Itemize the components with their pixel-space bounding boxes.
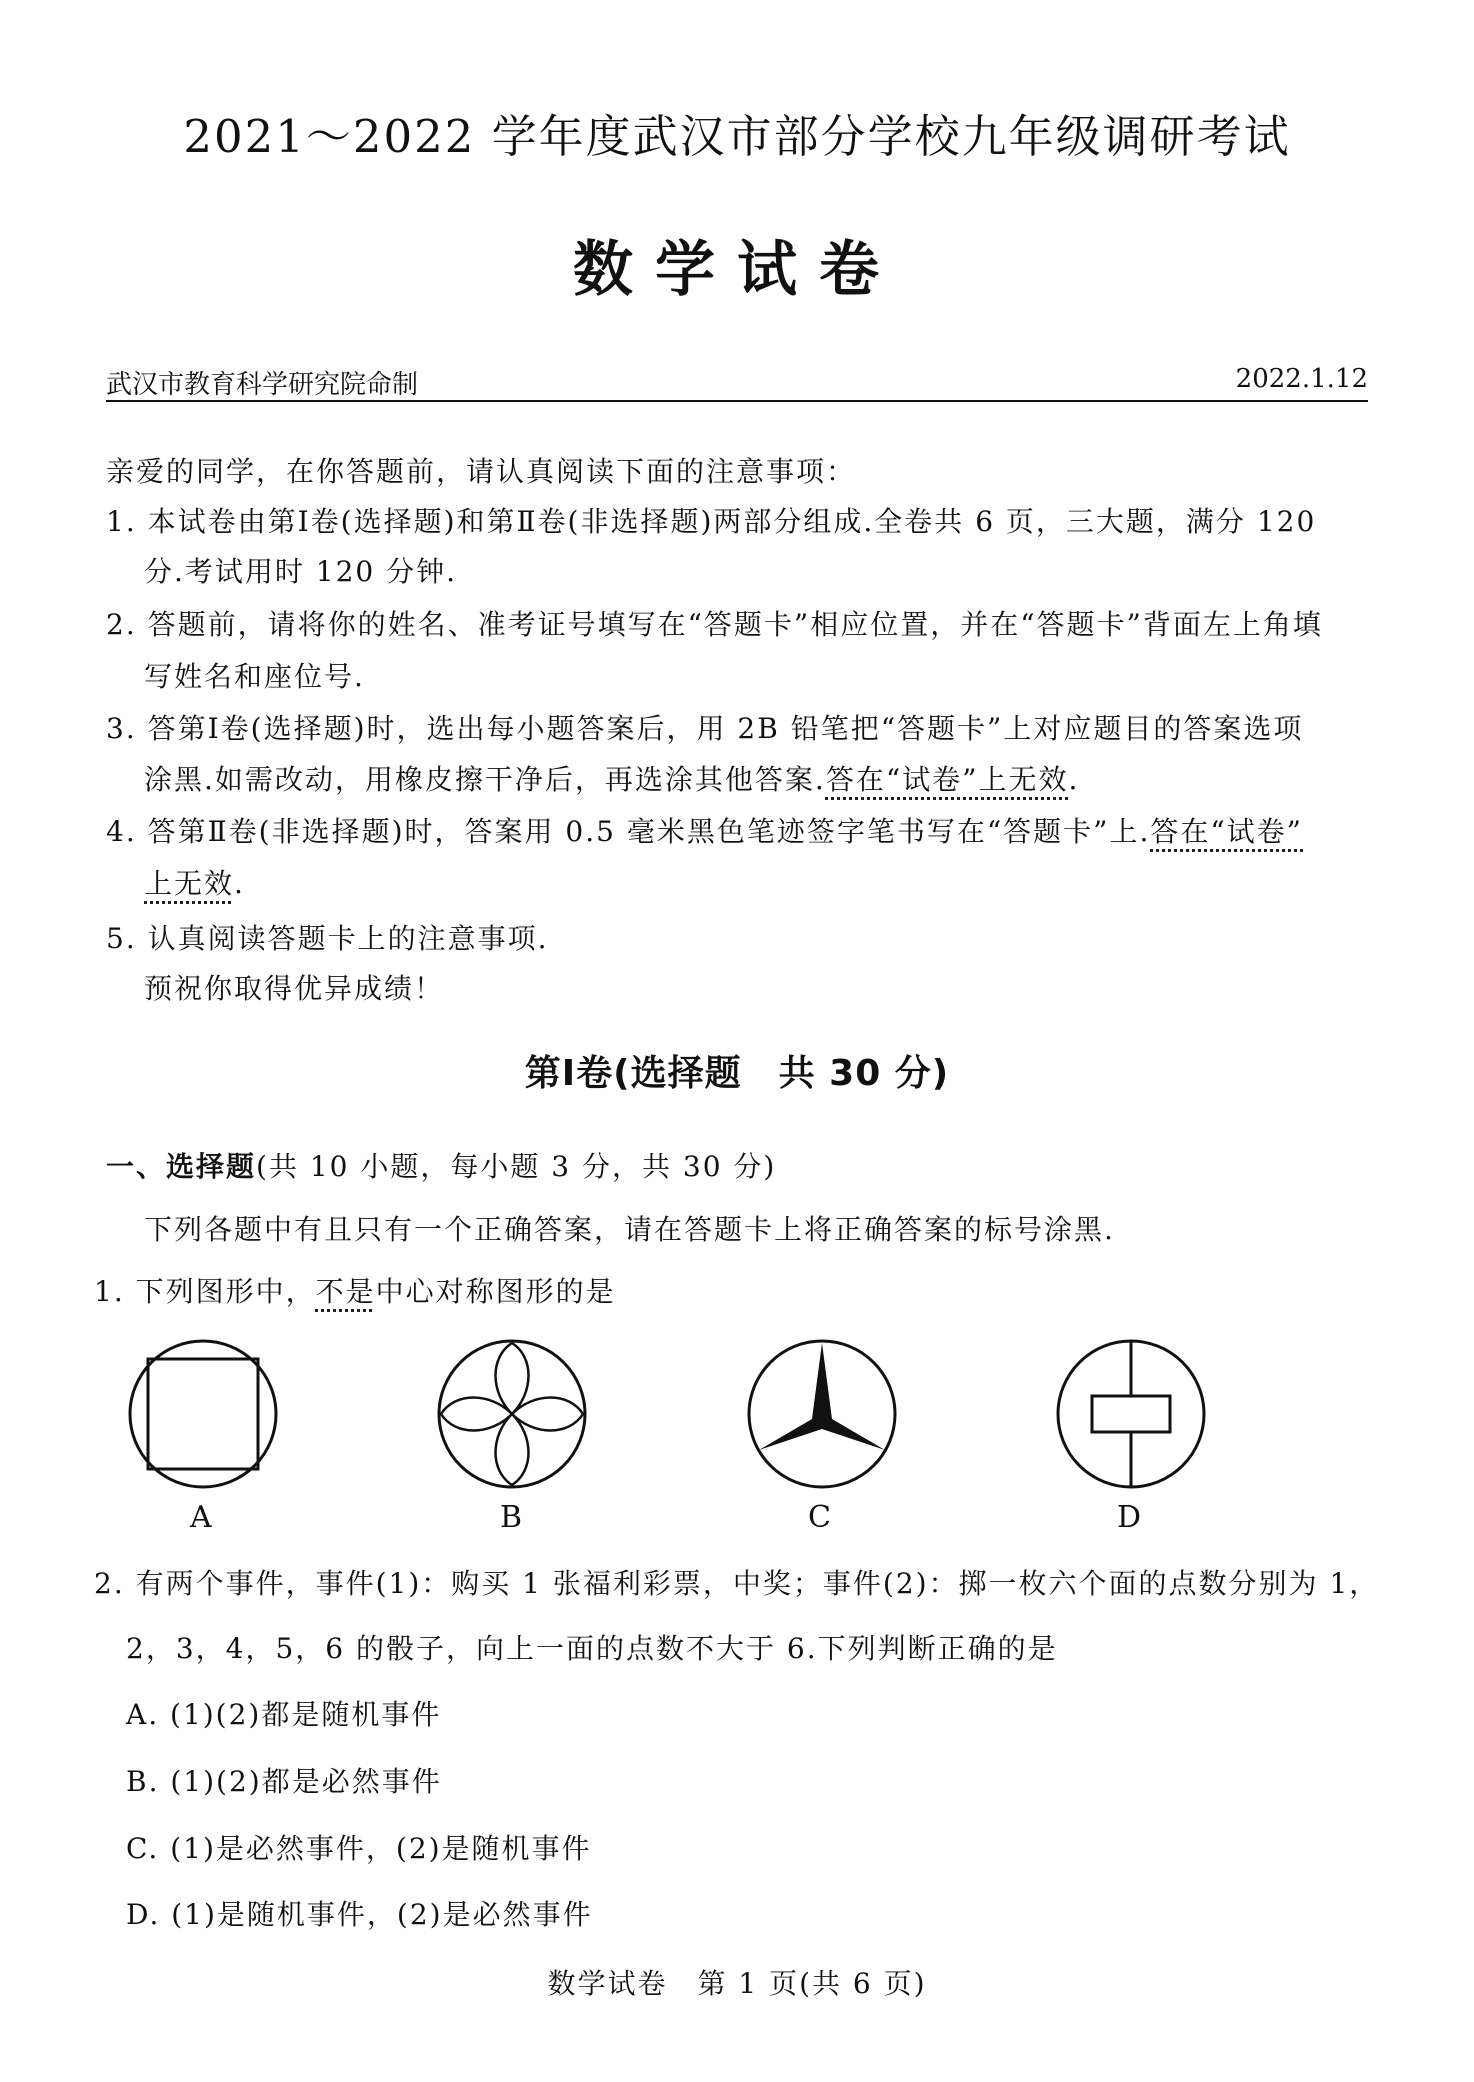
question-2-option-a: A. (1)(2)都是随机事件 — [126, 1698, 442, 1731]
exam-title: 2021～2022 学年度武汉市部分学校九年级调研考试 — [183, 110, 1291, 163]
part-one-instruction: 下列各题中有且只有一个正确答案，请在答题卡上将正确答案的标号涂黑. — [144, 1213, 1115, 1246]
figure-c-circle-star — [745, 1337, 899, 1491]
section-heading: 第Ⅰ卷(选择题 共 30 分) — [524, 1053, 950, 1094]
notice-item-3: 3. 答第Ⅰ卷(选择题)时，选出每小题答案后，用 2B 铅笔把“答题卡”上对应题目的答案选项 — [106, 712, 1304, 745]
notice-item-3-cont — [144, 758, 1079, 798]
figure-c-label: C — [808, 1500, 831, 1535]
question-2-option-d: D. (1)是随机事件，(2)是必然事件 — [126, 1898, 593, 1931]
exam-date: 2022.1.12 — [1235, 364, 1368, 394]
notice-item-5: 5. 认真阅读答题卡上的注意事项. — [106, 922, 549, 955]
notice-item-2-cont: 写姓名和座位号. — [144, 660, 365, 693]
question-2-stem-cont: 2，3，4，5，6 的骰子，向上一面的点数不大于 6.下列判断正确的是 — [126, 1632, 1058, 1665]
notice-item-3-text: 涂黑.如需改动，用橡皮擦干净后，再选涂其他答案. — [144, 763, 826, 796]
figure-a-label: A — [190, 1500, 212, 1535]
notice-item-3-end: . — [1068, 763, 1080, 796]
notice-item-4-cont — [144, 862, 245, 902]
notice-wish: 预祝你取得优异成绩！ — [144, 972, 445, 1005]
notice-item-2: 2. 答题前，请将你的姓名、准考证号填写在“答题卡”相应位置，并在“答题卡”背面左上角填 — [106, 608, 1323, 641]
question-1-suffix: 中心对称图形的是 — [375, 1275, 616, 1308]
notice-greeting: 亲爱的同学，在你答题前，请认真阅读下面的注意事项： — [106, 455, 857, 488]
part-one-label: 一、选择题 — [106, 1150, 257, 1183]
header-rule — [106, 400, 1368, 402]
question-1-prefix: 1. 下列图形中， — [94, 1275, 316, 1308]
figure-b-circle-petals — [435, 1337, 589, 1491]
question-1-stem — [94, 1270, 616, 1310]
notice-item-1: 1. 本试卷由第Ⅰ卷(选择题)和第Ⅱ卷(非选择题)两部分组成.全卷共 6 页，三大题，满分 120 — [106, 505, 1317, 538]
figure-a-circle-square — [126, 1337, 280, 1491]
notice-item-4 — [106, 810, 1303, 850]
question-2-option-b: B. (1)(2)都是必然事件 — [126, 1765, 442, 1798]
part-one-title — [106, 1145, 776, 1185]
figure-d-circle-rect — [1054, 1337, 1208, 1491]
question-1-emphasis: 不是 — [315, 1275, 376, 1308]
notice-item-4-end: . — [234, 867, 245, 900]
notice-item-3-emphasis: 答在“试卷”上无效 — [825, 763, 1069, 796]
question-2-stem: 2. 有两个事件，事件(1)：购买 1 张福利彩票，中奖；事件(2)：掷一枚六个面的点数分别为 1， — [94, 1567, 1380, 1600]
figure-b-label: B — [500, 1500, 523, 1535]
notice-item-4-emphasis: 答在“试卷” — [1150, 815, 1303, 848]
notice-item-4-text: 4. 答第Ⅱ卷(非选择题)时，答案用 0.5 毫米黑色笔迹签字笔书写在“答题卡”上. — [106, 815, 1151, 848]
exam-subtitle: 数学试卷 — [573, 235, 901, 305]
figure-d-label: D — [1117, 1500, 1142, 1535]
page-footer: 数学试卷 第 1 页(共 6 页) — [547, 1967, 927, 2000]
notice-item-1-cont: 分.考试用时 120 分钟. — [144, 555, 458, 588]
notice-item-4-emphasis-2: 上无效 — [144, 867, 235, 900]
question-2-option-c: C. (1)是必然事件，(2)是随机事件 — [126, 1832, 592, 1865]
part-one-desc: (共 10 小题，每小题 3 分，共 30 分) — [256, 1150, 777, 1183]
issuer: 武汉市教育科学研究院命制 — [106, 370, 419, 400]
